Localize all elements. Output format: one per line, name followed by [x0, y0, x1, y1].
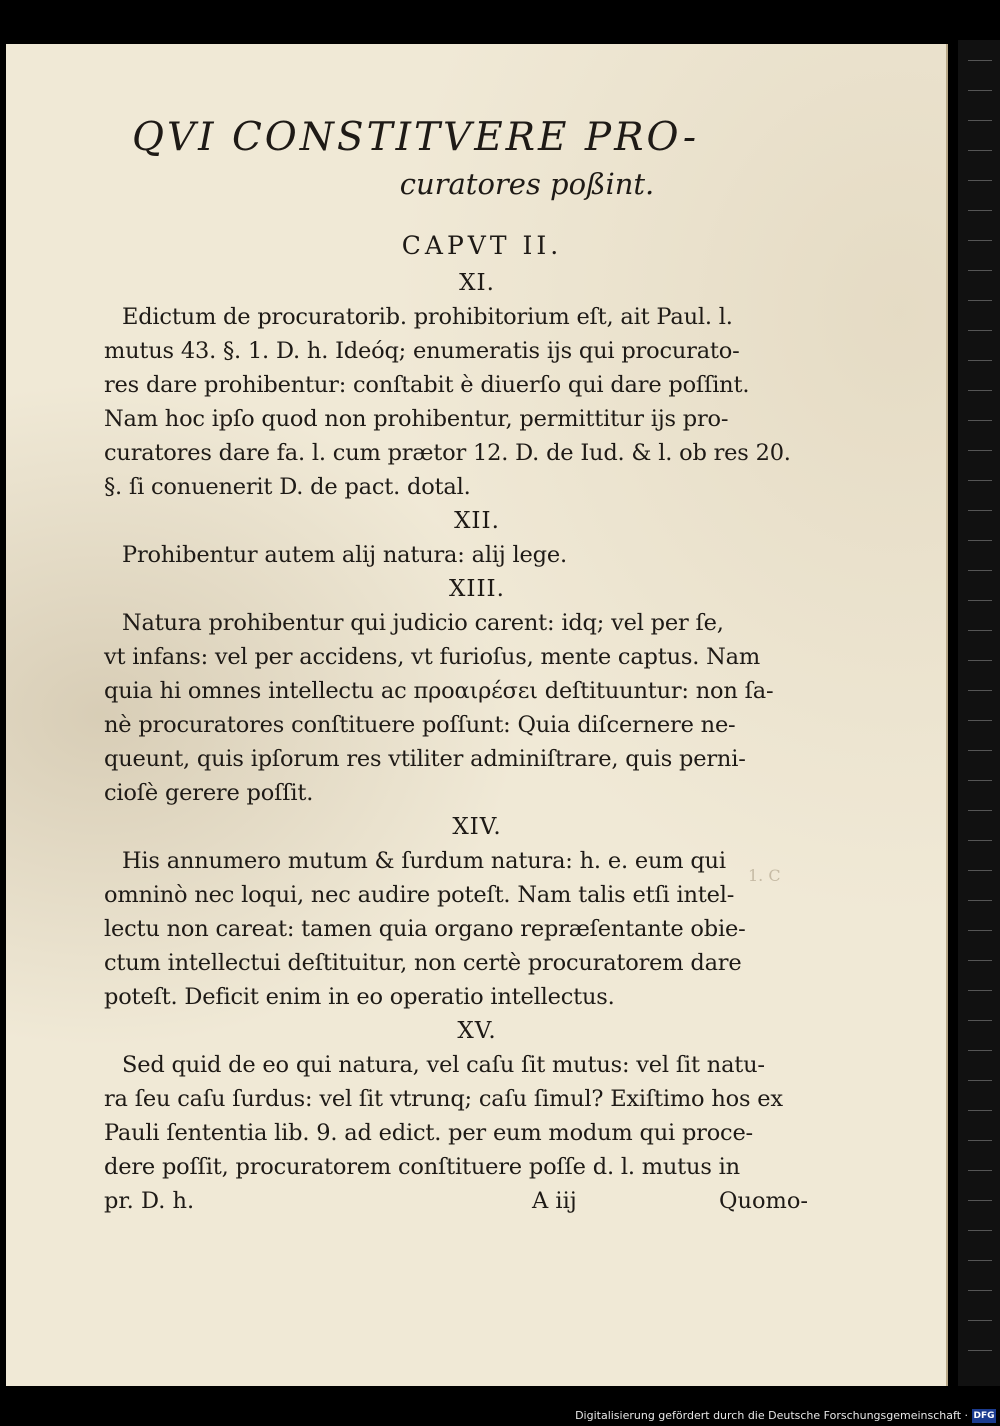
paragraph-line: nè procuratores conſtituere poſſunt: Quia diſcernere ne- — [104, 712, 736, 738]
paragraph-line: His annumero mutum & ſurdum natura: h. e. eum qui — [122, 848, 726, 874]
paragraph-line: Pauli ſententia lib. 9. ad edict. per eum modum qui proce- — [104, 1120, 753, 1146]
paragraph-line: ctum intellectui deſtituitur, non certè procuratorem dare — [104, 950, 742, 976]
ruler-tick — [968, 1260, 992, 1261]
paragraph-line: poteſt. Deficit enim in eo operatio intellectus. — [104, 984, 615, 1010]
ruler-tick — [968, 240, 992, 241]
ruler-tick — [968, 1140, 992, 1141]
dfg-logo: DFG — [973, 1411, 995, 1421]
ruler-tick — [968, 390, 992, 391]
paragraph-line: Prohibentur autem alij natura: alij lege. — [122, 542, 567, 568]
section-number: XII. — [454, 508, 500, 534]
ruler-tick — [968, 960, 992, 961]
ruler-tick — [968, 450, 992, 451]
ruler-tick — [968, 720, 992, 721]
ruler-tick — [968, 60, 992, 61]
page-text — [104, 112, 822, 1218]
ruler-tick — [968, 210, 992, 211]
ruler-tick — [968, 750, 992, 751]
ruler-tick — [968, 1050, 992, 1051]
paragraph-line: mutus 43. §. 1. D. h. Ideóq; enumeratis ijs qui procuratо- — [104, 338, 740, 364]
ruler-tick — [968, 1080, 992, 1081]
chapter-heading-line1: QVI CONSTITVERE PRO- — [132, 115, 700, 160]
paragraph-line: omninò nec loqui, nec audire poteſt. Nam talis etſi intel- — [104, 882, 735, 908]
ruler-tick — [968, 120, 992, 121]
paragraph-line: vt infans: vel per accidens, vt furioſus, mente captus. Nam — [104, 644, 760, 670]
paragraph-line: ra ſeu caſu ſurdus: vel ſit vtrunq; caſu ſimul? Exiſtimo hos ex — [104, 1086, 783, 1112]
section-number: XIII. — [449, 576, 505, 602]
paragraph-line: Natura prohibentur qui judicio carent: idq; vel per ſe, — [122, 610, 724, 636]
catchword-row — [104, 1184, 822, 1218]
caput-title: CAPVT II. — [401, 231, 563, 260]
ruler-tick — [968, 150, 992, 151]
ruler-tick — [968, 1110, 992, 1111]
paragraph-line: Edictum de procuratorib. prohibitorium eſt, ait Paul. l. — [122, 304, 733, 330]
ruler-tick — [968, 90, 992, 91]
ruler-tick — [968, 180, 992, 181]
ruler-tick — [968, 360, 992, 361]
digitization-credit: Digitalisierung gefördert durch die Deutsche Forschungsgemeinschaft · — [575, 1409, 968, 1422]
ruler-tick — [968, 1200, 992, 1201]
ruler-tick — [968, 900, 992, 901]
section-number: XI. — [459, 270, 495, 296]
ruler-tick — [968, 1020, 992, 1021]
scan-ruler-strip — [958, 40, 1000, 1386]
ruler-tick — [968, 300, 992, 301]
ruler-tick — [968, 780, 992, 781]
paragraph-line: Nam hoc ipſo quod non prohibentur, permittitur ijs pro- — [104, 406, 729, 432]
section-number: XIV. — [452, 814, 502, 840]
ruler-tick — [968, 270, 992, 271]
ruler-tick — [968, 690, 992, 691]
ruler-tick — [968, 840, 992, 841]
ruler-tick — [968, 630, 992, 631]
paragraph-line: dere poſſit, procuratorem conſtituere poſſe d. l. mutus in — [104, 1154, 740, 1180]
paragraph-line: queunt, quis ipſorum res vtiliter adminiſtrare, quis perni- — [104, 746, 746, 772]
ruler-tick — [968, 1230, 992, 1231]
ruler-tick — [968, 810, 992, 811]
ruler-tick — [968, 1350, 992, 1351]
paragraph-line: Sed quid de eo qui natura, vel caſu ſit mutus: vel ſit natu- — [122, 1052, 765, 1078]
ruler-tick — [968, 330, 992, 331]
paragraph-line: curatores dare fa. l. cum prætor 12. D. de Iud. & l. ob res 20. — [104, 440, 791, 466]
catchword: Quomo- — [719, 1188, 808, 1214]
ruler-tick — [968, 930, 992, 931]
paragraph-line: lectu non careat: tamen quia organo repræſentante obie- — [104, 916, 746, 942]
chapter-heading-line2: curatores poßint. — [399, 167, 655, 201]
section-number: XV. — [457, 1018, 497, 1044]
ruler-tick — [968, 540, 992, 541]
catchword-reference: pr. D. h. — [104, 1188, 195, 1214]
ruler-tick — [968, 420, 992, 421]
ruler-tick — [968, 870, 992, 871]
paragraph-line: quia hi omnes intellectu ac προαιρέσει deſtituuntur: non ſa- — [104, 678, 774, 704]
ruler-tick — [968, 510, 992, 511]
paragraph-line: res dare prohibentur: conſtabit è diuerſo qui dare poſſint. — [104, 372, 750, 398]
ruler-tick — [968, 480, 992, 481]
paragraph-line: §. ſi conuenerit D. de pact. dotal. — [104, 474, 471, 500]
signature-mark: A iij — [532, 1188, 577, 1214]
ruler-tick — [968, 570, 992, 571]
ruler-tick — [968, 600, 992, 601]
ruler-tick — [968, 1170, 992, 1171]
ruler-tick — [968, 990, 992, 991]
paragraph-line: cioſè gerere poſſit. — [104, 780, 314, 806]
ruler-tick — [968, 1320, 992, 1321]
ruler-tick — [968, 1290, 992, 1291]
ruler-tick — [968, 660, 992, 661]
page-stain: 1. C — [748, 866, 781, 885]
